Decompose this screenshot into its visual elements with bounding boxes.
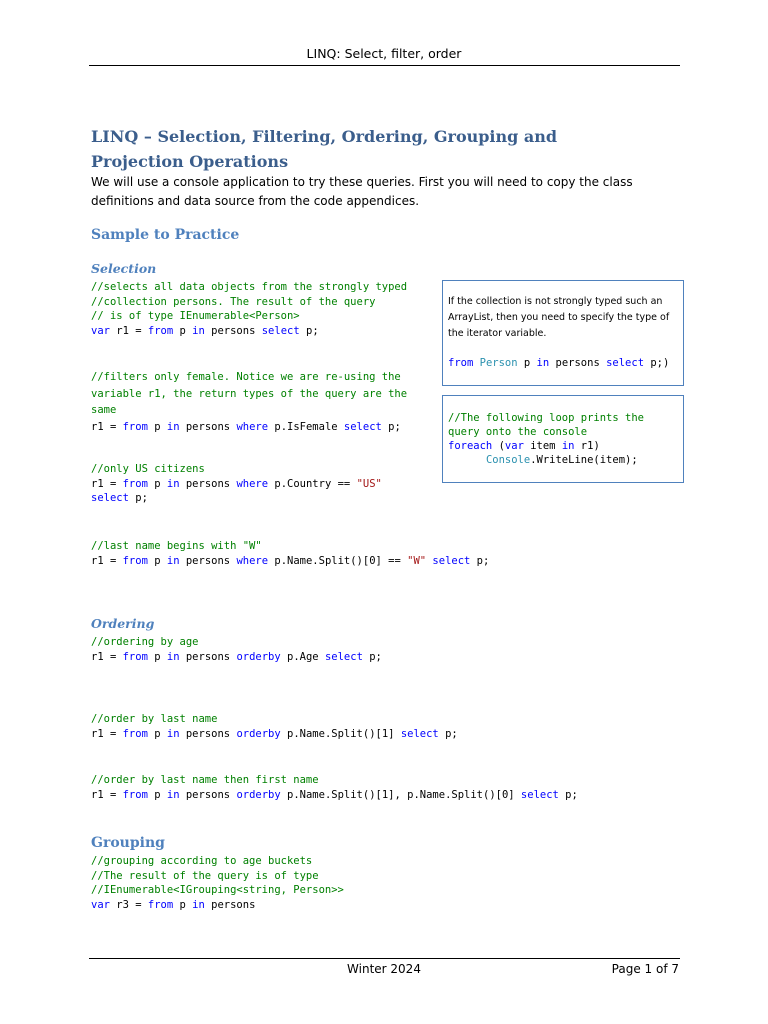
code-comment: //IEnumerable<IGrouping<string, Person>> bbox=[91, 884, 344, 896]
code-text: p; bbox=[299, 324, 319, 337]
code-text: persons bbox=[549, 357, 607, 369]
code-keyword: var bbox=[504, 440, 524, 452]
code-keyword: select bbox=[324, 650, 363, 663]
code-text: p;) bbox=[644, 357, 670, 369]
code-text: r1 = bbox=[91, 420, 123, 433]
code-comment: //order by last name bbox=[91, 713, 218, 725]
code-comment: //The following loop prints the bbox=[448, 412, 644, 424]
code-text: persons bbox=[179, 788, 237, 801]
code-text: p bbox=[147, 650, 167, 663]
code-keyword: in bbox=[536, 357, 550, 369]
code-keyword: from bbox=[122, 554, 148, 567]
code-text: p; bbox=[558, 788, 578, 801]
code-text: r1) bbox=[574, 440, 600, 452]
code-keyword: where bbox=[236, 554, 269, 567]
code-keyword: select bbox=[343, 420, 382, 433]
code-text: persons bbox=[204, 324, 262, 337]
code-comment: //ordering by age bbox=[91, 636, 199, 648]
code-comment: //filters only female. Notice we are re-using the bbox=[91, 371, 401, 383]
code-keyword: orderby bbox=[236, 727, 281, 740]
code-text: r1 = bbox=[91, 788, 123, 801]
code-keyword: select bbox=[261, 324, 300, 337]
ordering-heading: Ordering bbox=[91, 616, 155, 631]
code-text: p; bbox=[381, 420, 401, 433]
code-comment: //The result of the query is of type bbox=[91, 869, 319, 882]
code-keyword: var bbox=[91, 898, 110, 911]
code-text: p.Name.Split()[0] == bbox=[268, 554, 408, 567]
sample-heading: Sample to Practice bbox=[91, 227, 240, 243]
note-box-loop bbox=[442, 395, 684, 483]
selection-code-2 bbox=[91, 369, 407, 435]
code-keyword: in bbox=[166, 650, 180, 663]
code-keyword: orderby bbox=[236, 650, 281, 663]
code-text: p bbox=[147, 788, 167, 801]
code-comment: //collection persons. The result of the query bbox=[91, 295, 376, 308]
code-type: Person bbox=[479, 357, 518, 369]
selection-code-1 bbox=[91, 280, 407, 338]
document-title: LINQ – Selection, Filtering, Ordering, Grouping and Projection Operations bbox=[91, 127, 558, 171]
code-keyword: in bbox=[561, 440, 575, 452]
code-text: p bbox=[147, 554, 167, 567]
grouping-heading: Grouping bbox=[91, 835, 165, 851]
code-comment: same bbox=[91, 404, 117, 416]
code-text: r1 = bbox=[91, 650, 123, 663]
code-keyword: in bbox=[166, 554, 180, 567]
code-keyword: in bbox=[166, 420, 180, 433]
code-text: p bbox=[517, 357, 537, 369]
code-text: p.Age bbox=[280, 650, 325, 663]
code-text: p bbox=[147, 477, 167, 490]
code-text: r1 = bbox=[91, 727, 123, 740]
code-keyword: from bbox=[122, 650, 148, 663]
code-comment: variable r1, the return types of the query are the bbox=[91, 387, 408, 400]
code-keyword: in bbox=[166, 727, 180, 740]
code-keyword: select bbox=[606, 357, 645, 369]
code-keyword: select bbox=[520, 788, 559, 801]
page-header-title: LINQ: Select, filter, order bbox=[306, 46, 462, 61]
code-text: persons bbox=[179, 727, 237, 740]
code-keyword: from bbox=[147, 324, 174, 337]
code-text: p bbox=[173, 898, 193, 911]
code-type: Console bbox=[485, 454, 531, 466]
code-text: p; bbox=[438, 727, 458, 740]
code-comment: query onto the console bbox=[448, 426, 588, 438]
selection-code-4 bbox=[91, 539, 489, 568]
code-text: p; bbox=[362, 650, 382, 663]
code-text: persons bbox=[179, 554, 237, 567]
code-keyword: select bbox=[400, 727, 439, 740]
code-text: persons bbox=[179, 477, 237, 490]
code-keyword: from bbox=[122, 477, 148, 490]
code-comment: //only US citizens bbox=[91, 463, 205, 475]
code-text: r1 = bbox=[91, 554, 123, 567]
code-text: p; bbox=[128, 492, 148, 504]
code-comment: //order by last name then first name bbox=[91, 774, 319, 786]
code-keyword: in bbox=[192, 324, 205, 337]
code-keyword: select bbox=[91, 492, 129, 504]
ordering-code-1 bbox=[91, 635, 382, 664]
code-keyword: from bbox=[147, 898, 174, 911]
code-text: p bbox=[173, 324, 193, 337]
selection-code-3 bbox=[91, 462, 382, 506]
code-keyword: where bbox=[236, 420, 269, 433]
code-keyword: from bbox=[448, 357, 474, 369]
footer-page-number: Page 1 of 7 bbox=[611, 962, 679, 976]
code-text: p.Country == bbox=[268, 477, 357, 490]
ordering-code-2 bbox=[91, 712, 458, 741]
code-keyword: orderby bbox=[236, 788, 281, 801]
code-indent bbox=[448, 454, 486, 466]
code-text: persons bbox=[179, 420, 237, 433]
code-comment: //selects all data objects from the strongly typed bbox=[91, 281, 408, 293]
code-keyword: in bbox=[166, 477, 180, 490]
code-text: .WriteLine(item); bbox=[530, 454, 638, 466]
intro-paragraph: We will use a console application to try these queries. First you will need to copy the class definitions and data source from the code appendices. bbox=[91, 175, 633, 208]
code-keyword: from bbox=[122, 788, 148, 801]
selection-heading: Selection bbox=[91, 261, 157, 276]
code-text: p.Name.Split()[1], p.Name.Split()[0] bbox=[280, 788, 521, 801]
note-loop-code bbox=[448, 411, 644, 467]
code-text: p.Name.Split()[1] bbox=[280, 727, 401, 740]
header-rule bbox=[89, 65, 680, 66]
code-keyword: foreach bbox=[448, 440, 493, 452]
code-comment: //last name begins with "W" bbox=[91, 540, 262, 552]
footer-rule bbox=[89, 958, 680, 959]
code-text: r1 = bbox=[109, 324, 148, 337]
code-keyword: in bbox=[166, 788, 180, 801]
code-text: persons bbox=[204, 898, 256, 911]
code-text: ( bbox=[492, 440, 505, 452]
note-text: If the collection is not strongly typed such an ArrayList, then you need to specify the type of the iterator variable. bbox=[448, 296, 670, 339]
code-keyword: from bbox=[122, 420, 148, 433]
grouping-code bbox=[91, 854, 344, 912]
code-text: p; bbox=[470, 554, 490, 567]
code-text: p bbox=[147, 420, 167, 433]
code-text: p.IsFemale bbox=[268, 420, 344, 433]
code-string: "US" bbox=[356, 477, 382, 490]
code-comment: // is of type IEnumerable<Person> bbox=[91, 310, 300, 322]
note-box-untyped bbox=[442, 280, 684, 386]
code-keyword: from bbox=[122, 727, 148, 740]
note-code bbox=[448, 356, 669, 371]
code-text: persons bbox=[179, 650, 237, 663]
code-text: r1 = bbox=[91, 477, 123, 490]
code-text: item bbox=[523, 440, 562, 452]
code-text: r3 = bbox=[109, 898, 148, 911]
code-text: p bbox=[147, 727, 167, 740]
code-keyword: where bbox=[236, 477, 269, 490]
code-keyword: select bbox=[432, 554, 471, 567]
ordering-code-3 bbox=[91, 773, 578, 802]
code-keyword: in bbox=[192, 898, 205, 911]
code-comment: //grouping according to age buckets bbox=[91, 855, 313, 867]
code-string: "W" bbox=[407, 554, 427, 567]
footer-term: Winter 2024 bbox=[347, 962, 421, 976]
code-keyword: var bbox=[91, 324, 110, 337]
